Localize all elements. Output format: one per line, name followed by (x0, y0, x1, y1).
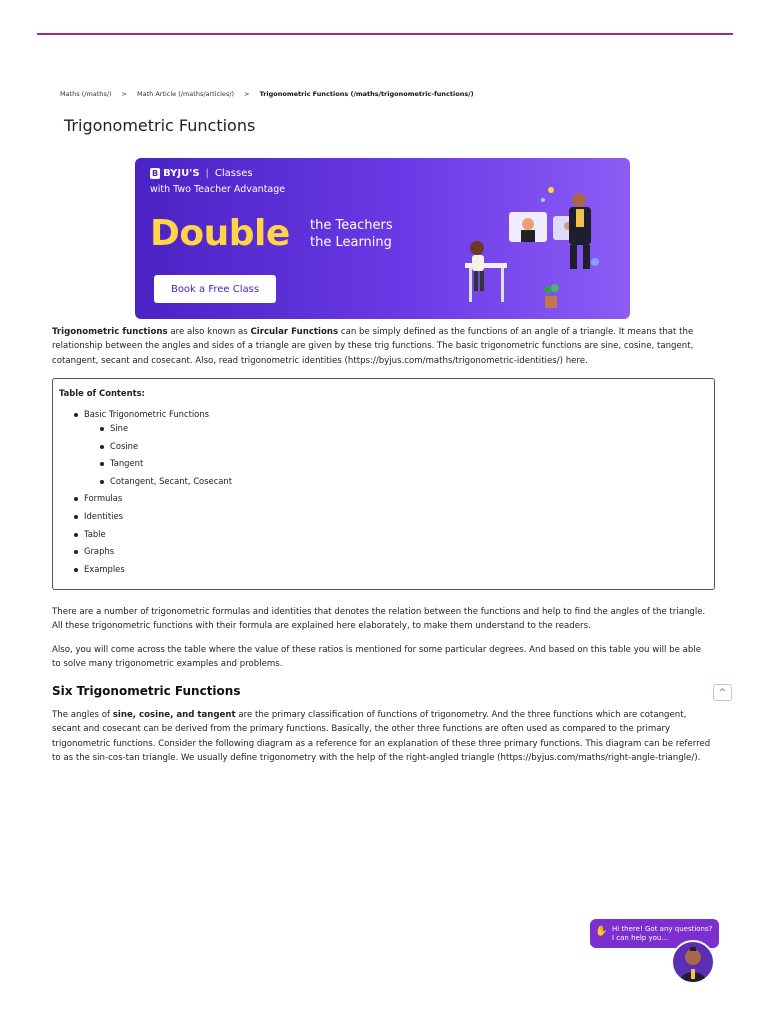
chat-line1: Hi there! Got any questions? (612, 925, 713, 933)
formulas-paragraph: There are a number of trigonometric formulas and identities that denotes the relation between the functions and help to find the angles of the triangle. All these trigonometric functions with their formula are explained here elaborately, to make them understand to the readers. (52, 607, 706, 632)
intro-bold-2: Circular Functions (250, 327, 339, 337)
breadcrumb-current[interactable]: Trigonometric Functions (/maths/trigonometric-functions/) (259, 90, 474, 98)
banner-brand-sub: Classes (214, 168, 253, 179)
intro-text-1: are also known as (167, 327, 251, 337)
breadcrumb-maths[interactable]: Maths (/maths/) (60, 90, 112, 98)
chat-line2: I can help you... (612, 934, 668, 942)
toc-item-cot-sec-cosec[interactable]: Cotangent, Secant, Cosecant (110, 476, 233, 486)
page-title: Trigonometric Functions (64, 116, 256, 135)
section-text-b: are the primary classification of functions of trigonometry. And the three functions which are cotangent, secant and cosecant can be derived from the primary functions. Basically, the other three functions are often used as compared to the primary trigonometric functions. Consider the following diagram as a reference for an explanation of these three primary functions. This diagram can be referred to as the sin-cos-tan triangle. We usually define trigonometry with the help of the right-angled triangle (https://byjus.com/maths/right-angle-triangle/). (52, 710, 711, 764)
teacher-student-illustration (455, 178, 630, 319)
section-heading: Six Trigonometric Functions (52, 684, 241, 698)
toc-item-sine[interactable]: Sine (110, 423, 129, 433)
toc-item-basic-functions[interactable]: Basic Trigonometric Functions (84, 409, 209, 419)
toc-item-table[interactable]: Table (84, 529, 106, 539)
banner-side-line1: the Teachers (310, 218, 393, 233)
chat-avatar[interactable] (671, 940, 715, 984)
breadcrumb-separator: > (121, 90, 127, 98)
person-avatar-icon (673, 942, 713, 982)
breadcrumb-separator: > (244, 90, 250, 98)
toc-item-cosine[interactable]: Cosine (110, 441, 139, 451)
toc-item-examples[interactable]: Examples (84, 564, 125, 574)
section-text-a: The angles of (52, 710, 113, 720)
table-paragraph: Also, you will come across the table where the value of these ratios is mentioned for some particular degrees. And based on this table you will be able to solve many trigonometric examples and problems. (52, 645, 702, 670)
scroll-to-top-button[interactable] (713, 684, 732, 701)
byjus-logo-icon: B (152, 169, 159, 178)
book-free-class-button[interactable]: Book a Free Class (154, 275, 276, 303)
toc-item-tangent[interactable]: Tangent (110, 458, 144, 468)
toc-item-formulas[interactable]: Formulas (84, 493, 123, 503)
promo-banner[interactable] (135, 158, 630, 319)
breadcrumb (60, 90, 474, 98)
wave-hand-icon: ✋ (595, 926, 608, 937)
banner-brand-name: BYJU'S (163, 168, 200, 179)
toc-item-graphs[interactable]: Graphs (84, 546, 115, 556)
banner-headline: Double (150, 213, 290, 254)
intro-text-2: can be simply defined as the functions of an angle of a triangle. It means that the relationship between the angles and sides of a triangle are given by these trig functions. The basic trigonometric functions are sine, cosine, tangent, cotangent, secant and cosecant. Also, read trigonometric identities (https://byjus.com/maths/trigonometric-identities/) here. (52, 327, 694, 366)
section-paragraph (52, 708, 712, 766)
banner-side-line2: the Learning (310, 235, 392, 250)
banner-brand (150, 168, 253, 179)
chevron-up-icon: ^ (718, 687, 727, 698)
toc-item-identities[interactable]: Identities (84, 511, 123, 521)
table-of-contents (52, 378, 715, 590)
toc-heading: Table of Contents: (59, 388, 145, 398)
top-accent-line (37, 33, 733, 35)
section-bold: sine, cosine, and tangent (112, 710, 236, 720)
brand-divider: | (205, 168, 209, 179)
intro-paragraph (52, 325, 712, 368)
intro-bold-1: Trigonometric functions (52, 327, 168, 337)
breadcrumb-math-article[interactable]: Math Article (/maths/articles/) (137, 90, 235, 98)
banner-tagline: with Two Teacher Advantage (150, 184, 286, 195)
